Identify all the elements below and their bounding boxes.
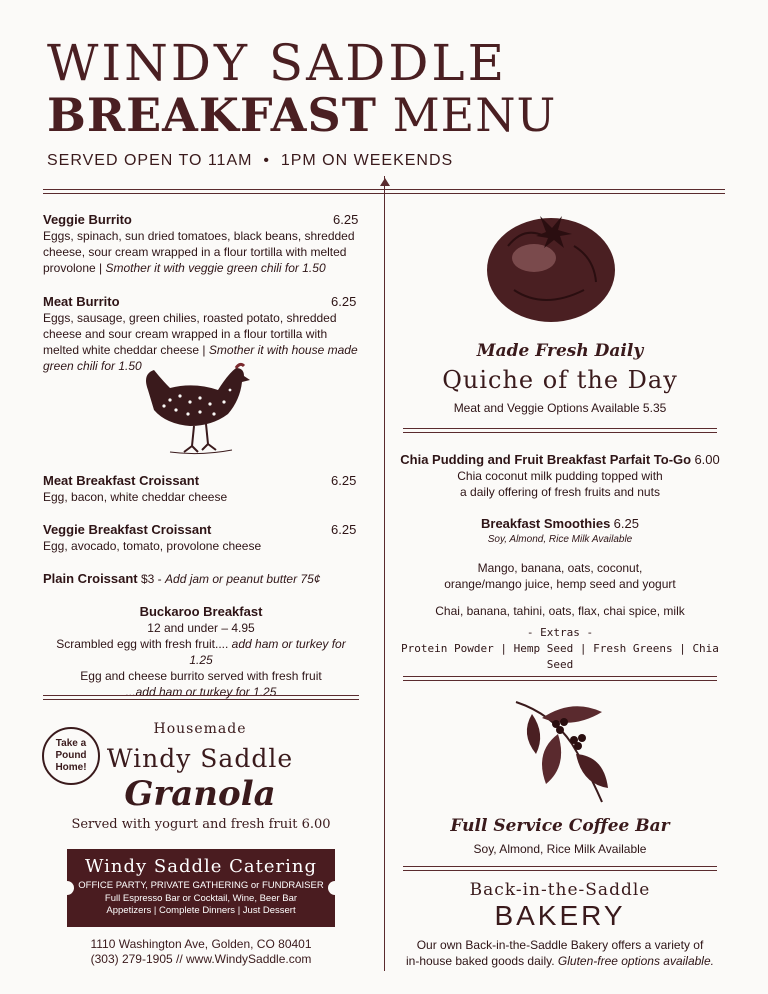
- bakery-desc-1: Our own Back-in-the-Saddle Bakery offers a variety of: [416, 938, 704, 952]
- line-text: Scrambled egg with fresh fruit....: [56, 637, 229, 651]
- item-desc: Egg, bacon, white cheddar cheese: [43, 490, 228, 504]
- catering-banner: [67, 849, 335, 927]
- chia-desc-2: a daily offering of fresh fruits and nuts: [460, 485, 660, 499]
- take-a-pound-badge: Take a Pound Home!: [42, 727, 100, 785]
- item-name: Veggie Burrito: [43, 212, 132, 227]
- item-price: 6.00: [694, 452, 720, 467]
- title-rest: MENU: [392, 88, 557, 142]
- buckaroo-breakfast: [43, 604, 359, 700]
- item-name: Meat Breakfast Croissant: [43, 473, 200, 488]
- desc-note: Smother it with house made green chili for 1.50: [43, 343, 358, 373]
- title-line-2: [47, 88, 557, 142]
- granola-brand: Windy Saddle: [106, 744, 294, 773]
- chia-parfait: [395, 452, 725, 500]
- catering-line-1: OFFICE PARTY, PRIVATE GATHERING or FUNDRAISER: [78, 880, 324, 891]
- extras-list: Protein Powder | Hemp Seed | Fresh Greens | Chia Seed: [401, 642, 719, 671]
- item-desc: [43, 228, 361, 276]
- coffee-bar-desc: Soy, Almond, Rice Milk Available: [473, 842, 647, 856]
- bakery-desc-2: [395, 953, 725, 969]
- contact: (303) 279-1905 // www.WindySaddle.com: [90, 952, 312, 966]
- right-divider-2: [403, 676, 717, 681]
- item-name: Plain Croissant: [43, 571, 138, 586]
- item-price: 6.25: [331, 294, 357, 309]
- smoothie-1-line-2: orange/mango juice, hemp seed and yogurt: [444, 577, 676, 591]
- breakfast-smoothies: [395, 516, 725, 673]
- address: 1110 Washington Ave, Golden, CO 80401: [90, 937, 312, 951]
- item-name: Veggie Breakfast Croissant: [43, 522, 212, 537]
- item-price: 6.25: [613, 516, 639, 531]
- item-price: 6.25: [331, 522, 357, 537]
- chia-desc-1: Chia coconut milk pudding topped with: [457, 469, 663, 483]
- bakery-line-1: Back-in-the-Saddle: [469, 880, 651, 900]
- left-divider: [43, 695, 359, 700]
- title-line-1: WINDY SADDLE: [47, 34, 508, 92]
- hen-illustration: [140, 360, 252, 458]
- desc-text: Eggs, spinach, sun dried tomatoes, black beans, shredded cheese, sour cream wrapped in a flour tortilla with melted provolone |: [43, 229, 355, 275]
- plain-croissant: [43, 571, 361, 587]
- item-note: Add jam or peanut butter 75¢: [165, 572, 321, 586]
- veggie-burrito: [43, 212, 361, 276]
- right-divider-1: [403, 428, 717, 433]
- item-name: Meat Burrito: [43, 294, 120, 309]
- granola-title: Granola: [124, 774, 276, 814]
- item-desc: Egg, avocado, tomato, provolone cheese: [43, 539, 262, 553]
- desc-text: in-house baked goods daily.: [406, 954, 555, 968]
- column-divider-arrow: [380, 178, 390, 186]
- veggie-breakfast-croissant: [43, 522, 361, 554]
- hours-separator: •: [263, 152, 270, 169]
- catering-line-2: Full Espresso Bar or Cocktail, Wine, Beer Bar: [104, 893, 298, 904]
- item-price: 6.25: [331, 473, 357, 488]
- buckaroo-line-3: ...add ham or turkey for 1.25: [125, 685, 277, 699]
- column-divider: [384, 176, 385, 971]
- quiche-title: Quiche of the Day: [442, 366, 678, 394]
- hours-weekend: 1PM ON WEEKENDS: [280, 152, 454, 169]
- title-bold: BREAKFAST: [47, 88, 377, 142]
- hours: [47, 152, 453, 170]
- item-age: 12 and under – 4.95: [147, 621, 255, 635]
- tomato-illustration: [484, 206, 618, 324]
- bakery-title: BAKERY: [494, 900, 626, 931]
- right-divider-3: [403, 866, 717, 871]
- smoothie-1-line-1: Mango, banana, oats, coconut,: [477, 561, 643, 575]
- meat-breakfast-croissant: [43, 473, 361, 505]
- item-name: Breakfast Smoothies: [481, 516, 611, 531]
- desc-note: Smother it with veggie green chili for 1.50: [105, 261, 326, 275]
- desc-text: Eggs, sausage, green chilies, roasted potato, shredded cheese and sour cream wrapped in a flour tortilla with melted white cheddar cheese |: [43, 311, 337, 357]
- made-fresh-daily: Made Fresh Daily: [476, 341, 644, 361]
- smoothie-options: Soy, Almond, Rice Milk Available: [487, 534, 633, 545]
- buckaroo-line-1: [43, 636, 359, 668]
- catering-title: Windy Saddle Catering: [84, 856, 318, 877]
- smoothie-2: Chai, banana, tahini, oats, flax, chai spice, milk: [435, 604, 685, 618]
- item-name: Buckaroo Breakfast: [139, 604, 263, 619]
- hours-weekday: SERVED OPEN TO 11AM: [47, 152, 253, 169]
- granola-desc: Served with yogurt and fresh fruit 6.00: [71, 817, 331, 832]
- line-note: add ham or turkey for 1.25: [189, 637, 346, 667]
- item-price: 6.25: [333, 212, 359, 227]
- desc-note: Gluten-free options available.: [557, 954, 714, 968]
- item-price: $3 -: [140, 572, 162, 586]
- extras-label: - Extras -: [526, 626, 594, 639]
- coffee-plant-illustration: [512, 694, 612, 806]
- coffee-bar-title: Full Service Coffee Bar: [450, 816, 670, 836]
- catering-line-3: Appetizers | Complete Dinners | Just Dessert: [106, 905, 296, 916]
- quiche-desc: Meat and Veggie Options Available 5.35: [453, 401, 667, 415]
- buckaroo-line-2: Egg and cheese burrito served with fresh fruit: [80, 669, 322, 683]
- item-name: Chia Pudding and Fruit Breakfast Parfait To-Go: [400, 452, 692, 467]
- housemade-label: Housemade: [153, 721, 247, 737]
